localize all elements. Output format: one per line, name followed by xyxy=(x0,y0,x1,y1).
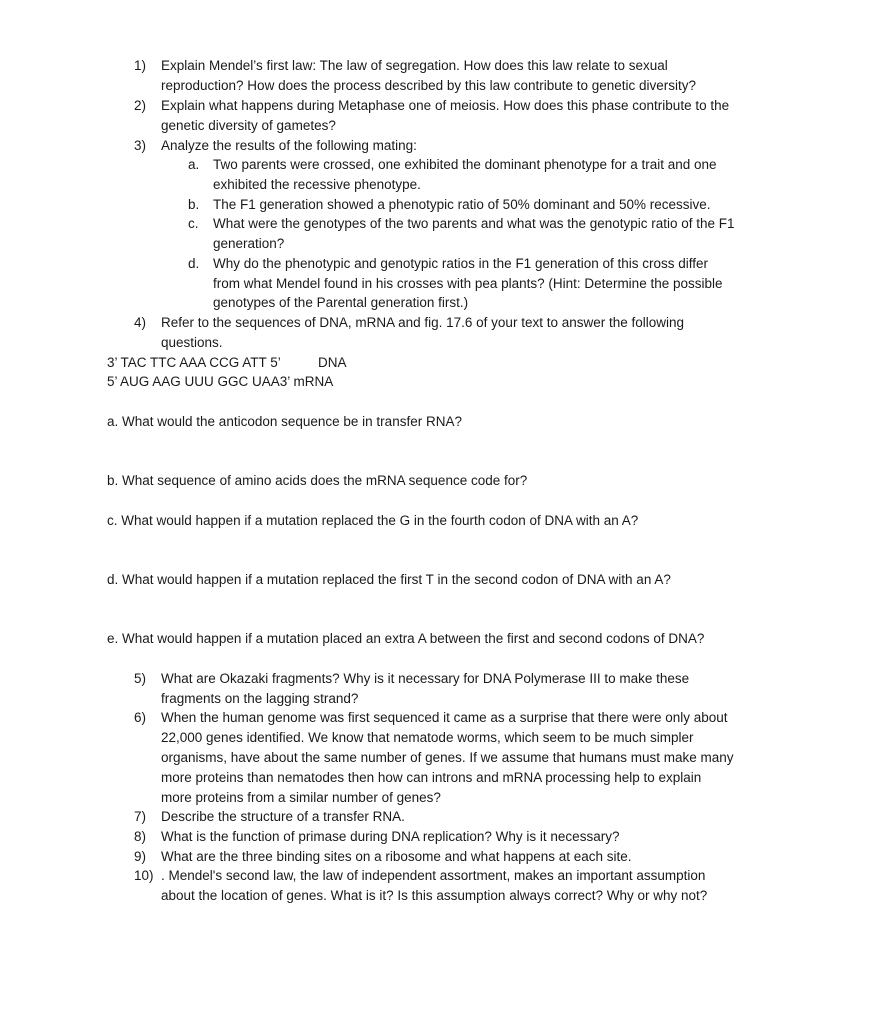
question-2-line-1: Explain what happens during Metaphase one of meiosis. How does this phase contribute to the xyxy=(161,98,730,113)
question-3a-letter: a. xyxy=(188,157,200,172)
question-2-number: 2) xyxy=(134,98,147,113)
question-3d-line-2: from what Mendel found in his crosses with pea plants? (Hint: Determine the possible xyxy=(213,276,723,291)
question-7-number: 7) xyxy=(134,809,147,824)
question-3a-line-2: exhibited the recessive phenotype. xyxy=(213,177,421,192)
question-3d-letter: d. xyxy=(188,256,200,271)
question-1-line-1: Explain Mendel’s first law: The law of segregation. How does this law relate to sexual xyxy=(161,58,668,73)
dna-label: DNA xyxy=(318,355,347,370)
question-4a: a. What would the anticodon sequence be in transfer RNA? xyxy=(107,414,462,429)
question-9-line-1: What are the three binding sites on a ribosome and what happens at each site. xyxy=(161,849,632,864)
question-4-line-1: Refer to the sequences of DNA, mRNA and fig. 17.6 of your text to answer the following xyxy=(161,315,685,330)
question-10-number: 10) xyxy=(134,868,154,883)
question-4b: b. What sequence of amino acids does the mRNA sequence code for? xyxy=(107,473,528,488)
question-6-line-5: more proteins from a similar number of genes? xyxy=(161,790,441,805)
question-4-line-2: questions. xyxy=(161,335,223,350)
question-5-line-1: What are Okazaki fragments? Why is it necessary for DNA Polymerase III to make these xyxy=(161,671,690,686)
question-3c-line-1: What were the genotypes of the two parents and what was the genotypic ratio of the F1 xyxy=(213,216,735,231)
question-1-line-2: reproduction? How does the process described by this law contribute to genetic diversity? xyxy=(161,78,697,93)
question-3c-line-2: generation? xyxy=(213,236,285,251)
question-4-number: 4) xyxy=(134,315,147,330)
question-4d: d. What would happen if a mutation replaced the first T in the second codon of DNA with an A? xyxy=(107,572,671,587)
question-3a-line-1: Two parents were crossed, one exhibited the dominant phenotype for a trait and one xyxy=(213,157,717,172)
question-6-line-3: organisms, have about the same number of genes. If we assume that humans must make many xyxy=(161,750,734,765)
question-7-line-1: Describe the structure of a transfer RNA. xyxy=(161,809,405,824)
mrna-sequence: 5’ AUG AAG UUU GGC UAA3’ mRNA xyxy=(107,374,334,389)
question-3b-line-1: The F1 generation showed a phenotypic ratio of 50% dominant and 50% recessive. xyxy=(213,197,711,212)
question-10-line-2: about the location of genes. What is it? Is this assumption always correct? Why or why not? xyxy=(161,888,708,903)
question-9-number: 9) xyxy=(134,849,147,864)
dna-sequence: 3’ TAC TTC AAA CCG ATT 5’ xyxy=(107,355,281,370)
question-1-number: 1) xyxy=(134,58,147,73)
question-5-number: 5) xyxy=(134,671,147,686)
question-10-line-1: . Mendel's second law, the law of independent assortment, makes an important assumption xyxy=(161,868,706,883)
question-4e: e. What would happen if a mutation placed an extra A between the first and second codons of DNA? xyxy=(107,631,705,646)
question-8-line-1: What is the function of primase during DNA replication? Why is it necessary? xyxy=(161,829,620,844)
question-3-number: 3) xyxy=(134,138,147,153)
question-6-line-1: When the human genome was first sequenced it came as a surprise that there were only about xyxy=(161,710,728,725)
question-3c-letter: c. xyxy=(188,216,199,231)
question-3-line-1: Analyze the results of the following mating: xyxy=(161,138,417,153)
question-3d-line-1: Why do the phenotypic and genotypic ratios in the F1 generation of this cross differ xyxy=(213,256,709,271)
question-6-line-2: 22,000 genes identified. We know that nematode worms, which seem to be much simpler xyxy=(161,730,694,745)
question-5-line-2: fragments on the lagging strand? xyxy=(161,691,359,706)
question-2-line-2: genetic diversity of gametes? xyxy=(161,118,336,133)
question-4c: c. What would happen if a mutation replaced the G in the fourth codon of DNA with an A? xyxy=(107,513,639,528)
question-3b-letter: b. xyxy=(188,197,200,212)
question-6-number: 6) xyxy=(134,710,147,725)
question-8-number: 8) xyxy=(134,829,147,844)
question-3d-line-3: genotypes of the Parental generation first.) xyxy=(213,295,469,310)
question-6-line-4: more proteins than nematodes then how can introns and mRNA processing help to explain xyxy=(161,770,702,785)
